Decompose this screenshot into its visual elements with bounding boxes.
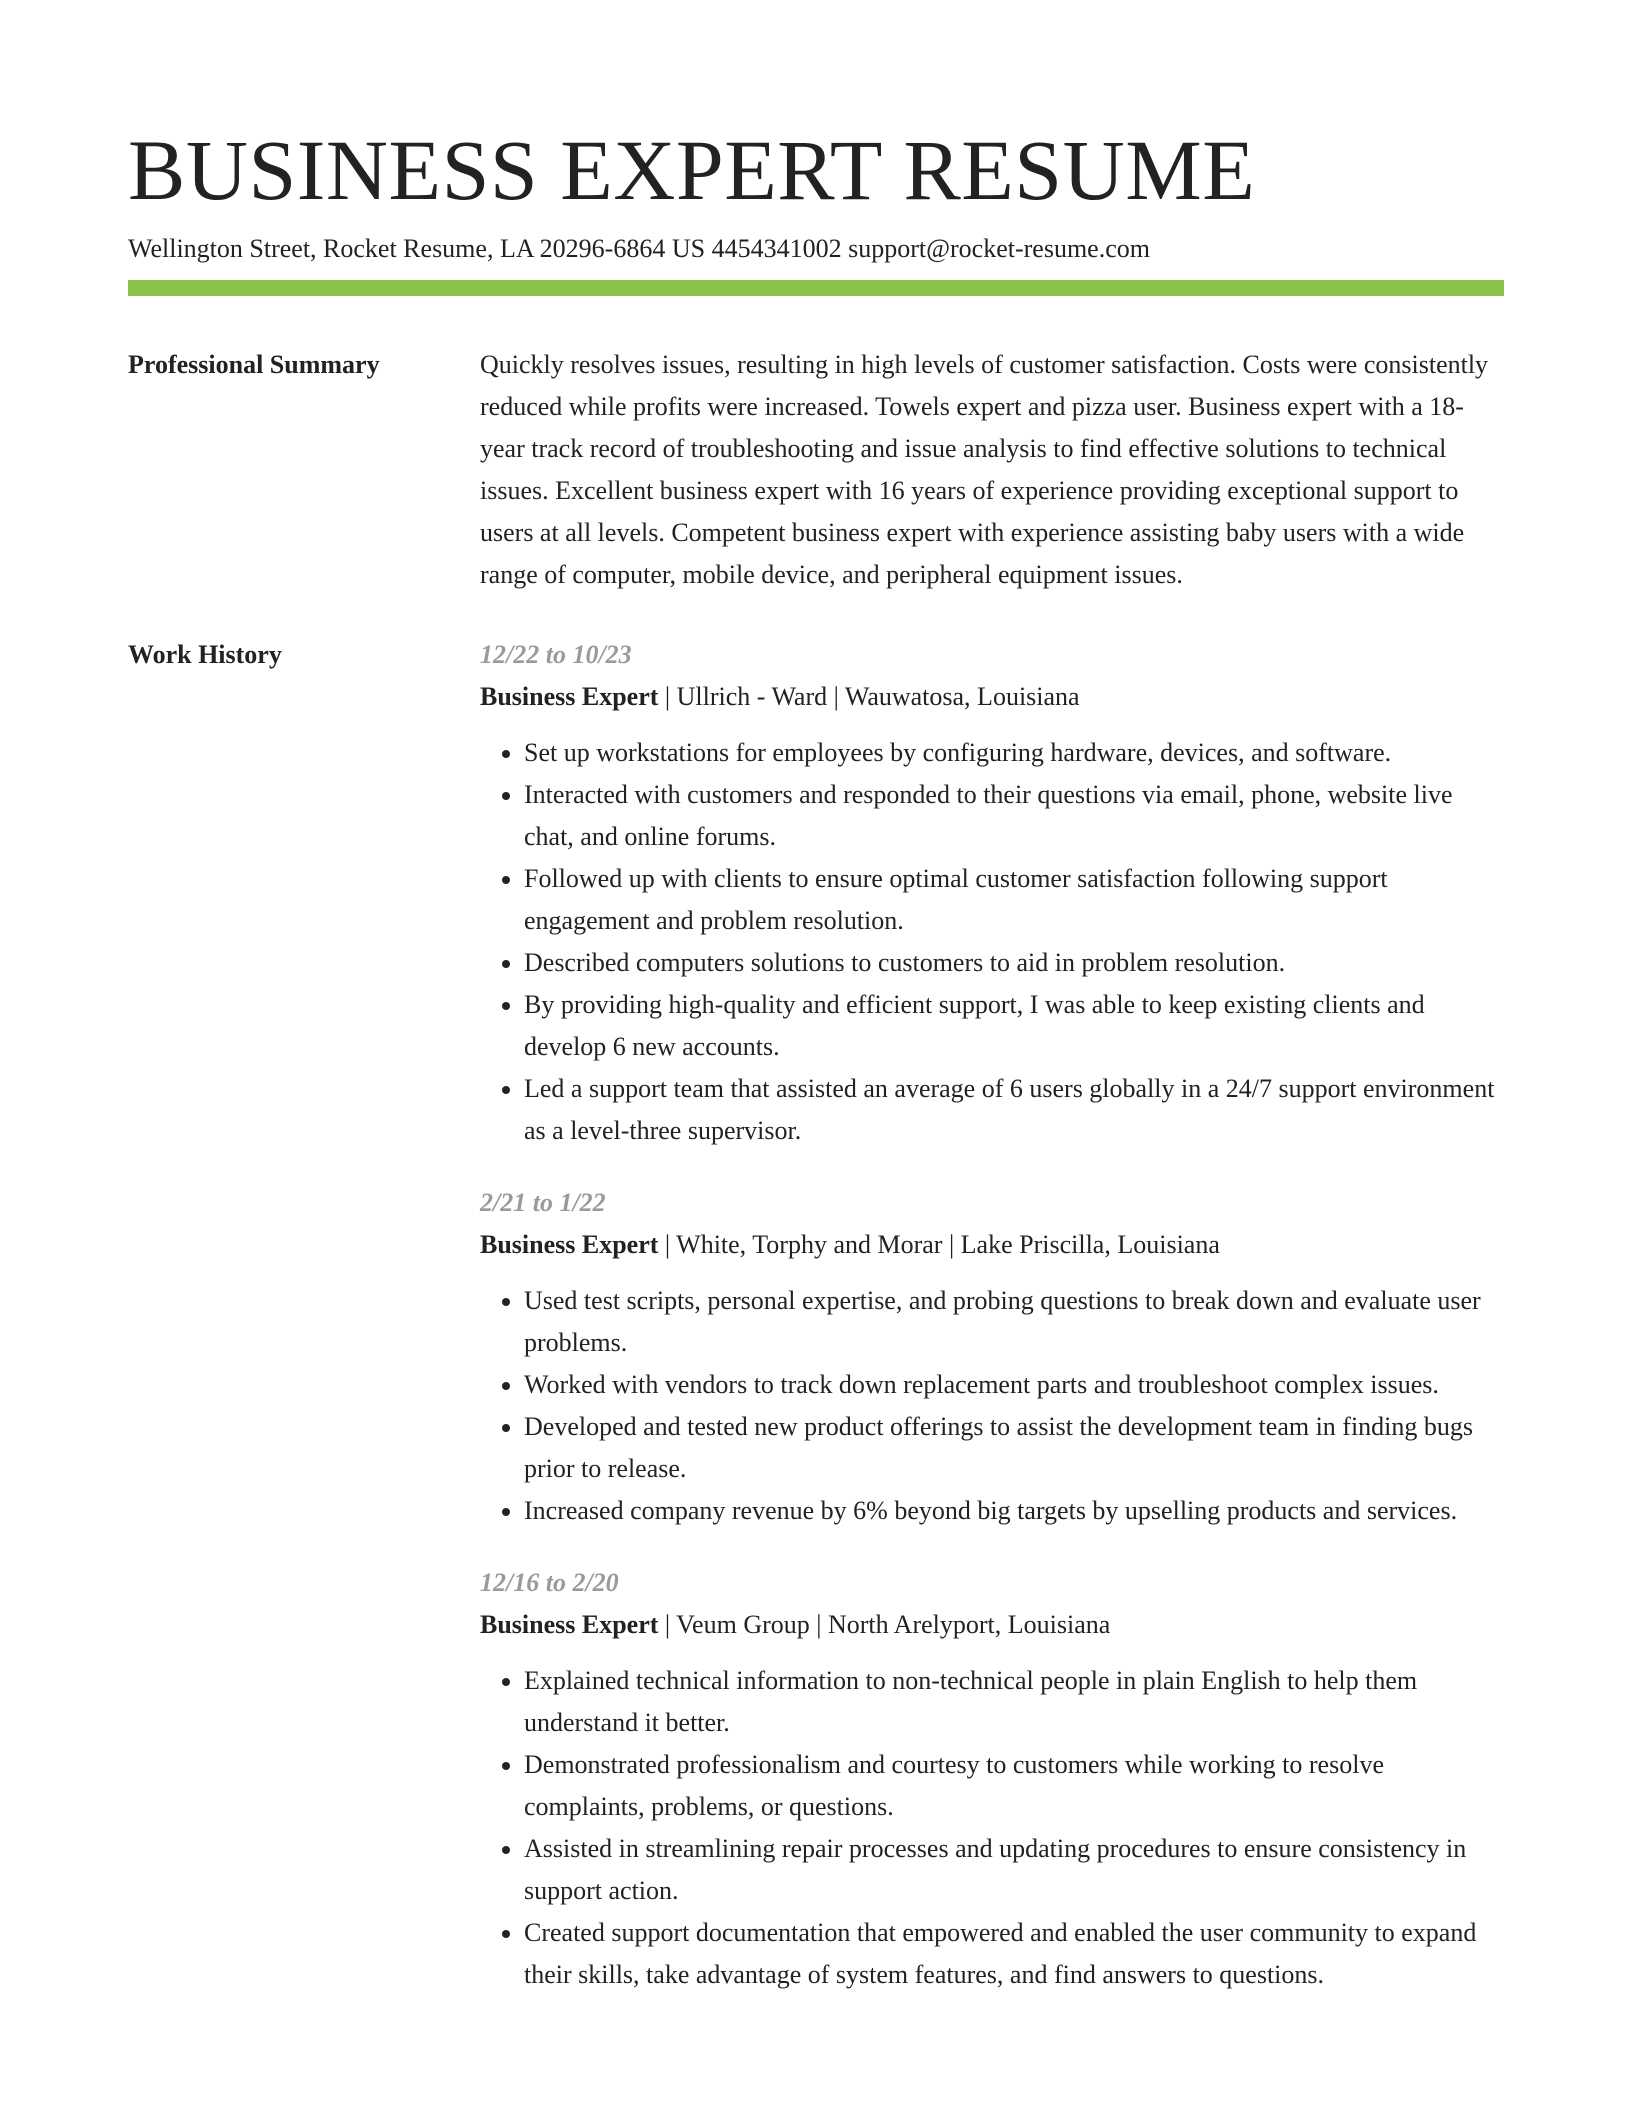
job-bullet-list <box>480 1280 1504 1532</box>
header-divider <box>128 280 1504 296</box>
job-dates: 2/21 to 1/22 <box>480 1188 606 1217</box>
job-location: | Wauwatosa, Louisiana <box>827 682 1080 711</box>
work-history-section <box>128 634 1504 1996</box>
job-bullet: • Described computers solutions to customers to aid in problem resolution. <box>524 942 1504 984</box>
job-location: | North Arelyport, Louisiana <box>809 1610 1111 1639</box>
contact-line <box>128 232 1504 266</box>
job-heading <box>480 1224 1504 1266</box>
job-dates: 12/22 to 10/23 <box>480 640 632 669</box>
job-company: | Veum Group <box>658 1610 810 1639</box>
job-bullet-list <box>480 732 1504 1152</box>
summary-text: Quickly resolves issues, resulting in high levels of customer satisfaction. Costs were consistently reduced while profits were increased. Towels expert and pizza user. Business expert with a 18-year track record of troubleshooting and issue analysis to find effective solutions to technical issues. Excellent business expert with 16 years of experience providing exceptional support to users at all levels. Competent business expert with experience assisting baby users with a wide range of computer, mobile device, and peripheral equipment issues. <box>480 350 1489 589</box>
job-title: Business Expert <box>480 682 659 711</box>
resume-page <box>128 118 1504 1996</box>
job-bullet: • Demonstrated professionalism and courtesy to customers while working to resolve complaints, problems, or questions. <box>524 1744 1504 1828</box>
job-heading <box>480 1604 1504 1646</box>
contact-email[interactable]: support@rocket-resume.com <box>848 234 1150 263</box>
job-dates: 12/16 to 2/20 <box>480 1568 619 1597</box>
job-bullet: • Used test scripts, personal expertise, and probing questions to break down and evaluate user problems. <box>524 1280 1504 1364</box>
job-title: Business Expert <box>480 1230 659 1259</box>
contact-phone: 4454341002 <box>711 234 842 263</box>
resume-title: BUSINESS EXPERT RESUME <box>128 122 1256 218</box>
job-bullet: • Interacted with customers and responded to their questions via email, phone, website live chat, and online forums. <box>524 774 1504 858</box>
section-label-work-history: Work History <box>128 640 282 669</box>
job-bullet: • Increased company revenue by 6% beyond big targets by upselling products and services. <box>524 1490 1504 1532</box>
job-entry <box>480 1562 1504 1996</box>
section-label-summary: Professional Summary <box>128 350 380 379</box>
work-history-list <box>480 634 1504 1996</box>
job-bullet: • Explained technical information to non-technical people in plain English to help them understand it better. <box>524 1660 1504 1744</box>
contact-address: Wellington Street, Rocket Resume, LA 20296-6864 US <box>128 234 706 263</box>
job-bullet: • Led a support team that assisted an average of 6 users globally in a 24/7 support environment as a level-three supervisor. <box>524 1068 1504 1152</box>
job-title: Business Expert <box>480 1610 659 1639</box>
job-entry <box>480 1182 1504 1532</box>
job-bullet-list <box>480 1660 1504 1996</box>
job-bullet: • Created support documentation that empowered and enabled the user community to expand their skills, take advantage of system features, and find answers to questions. <box>524 1912 1504 1996</box>
job-entry <box>480 634 1504 1152</box>
job-heading <box>480 676 1504 718</box>
professional-summary-section <box>128 344 1504 596</box>
job-bullet: • By providing high-quality and efficient support, I was able to keep existing clients and develop 6 new accounts. <box>524 984 1504 1068</box>
job-bullet: • Worked with vendors to track down replacement parts and troubleshoot complex issues. <box>524 1364 1504 1406</box>
job-company: | White, Torphy and Morar <box>658 1230 943 1259</box>
job-location: | Lake Priscilla, Louisiana <box>942 1230 1220 1259</box>
job-bullet: • Set up workstations for employees by configuring hardware, devices, and software. <box>524 732 1504 774</box>
job-company: | Ullrich - Ward <box>658 682 828 711</box>
job-bullet: • Developed and tested new product offerings to assist the development team in finding bugs prior to release. <box>524 1406 1504 1490</box>
job-bullet: • Assisted in streamlining repair processes and updating procedures to ensure consistency in support action. <box>524 1828 1504 1912</box>
job-bullet: • Followed up with clients to ensure optimal customer satisfaction following support engagement and problem resolution. <box>524 858 1504 942</box>
